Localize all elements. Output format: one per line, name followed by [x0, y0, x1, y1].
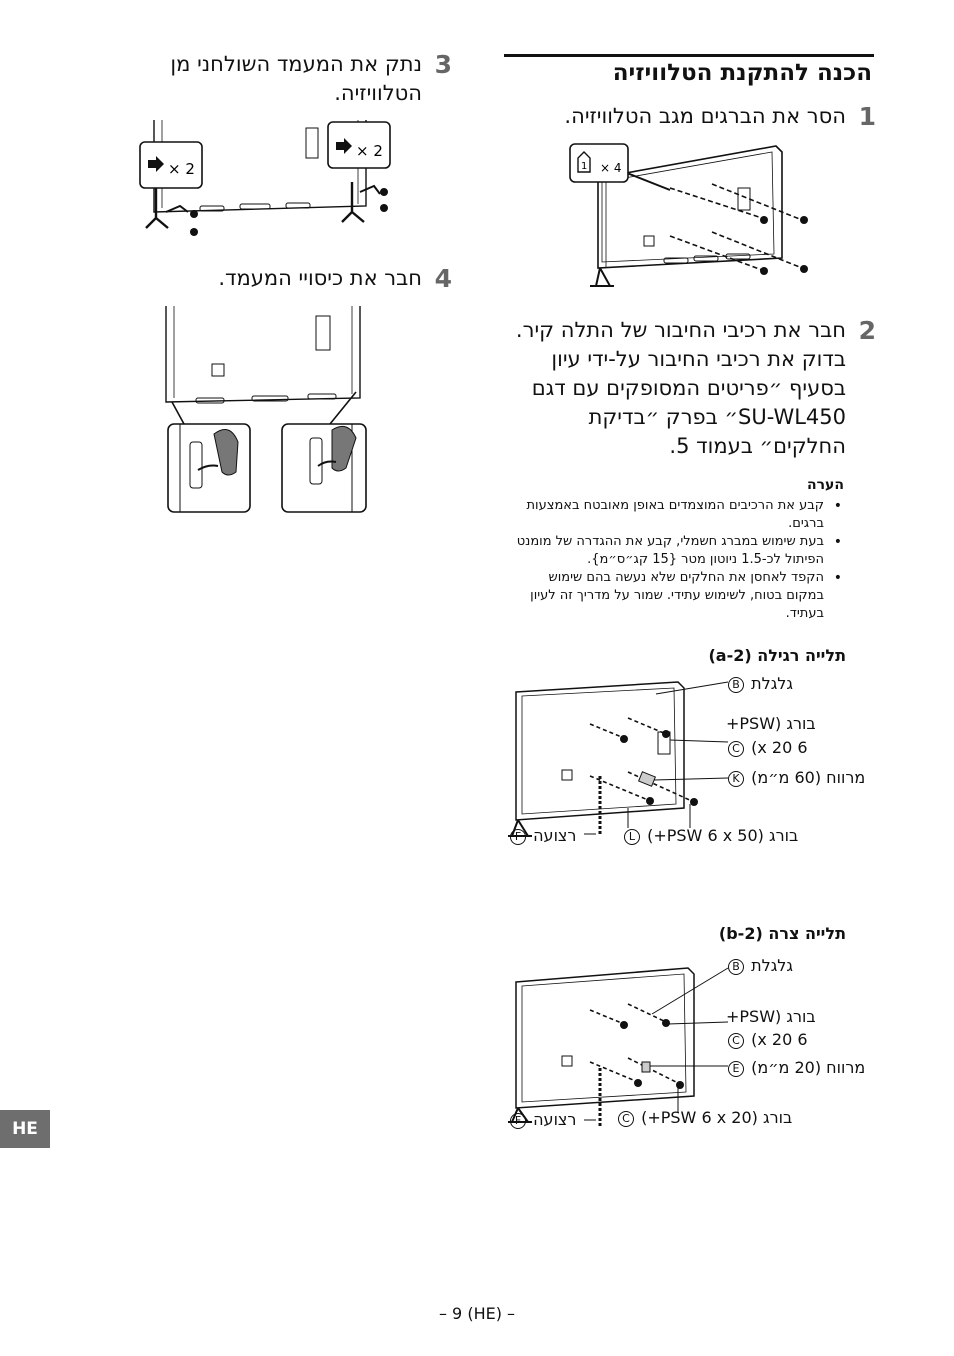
- remove-count-label-right: × 2: [356, 142, 383, 160]
- step-4-diagram: [160, 302, 380, 522]
- diagram-b-illustration: [508, 966, 708, 1126]
- note-item: • קבע את הרכיבים המוצמדים באופן מאובטח באמצעות ברגים.: [516, 497, 846, 533]
- diagram-b-screw-bottom-label: בורג (PSW 6 x 20+) C: [616, 1108, 792, 1127]
- screw-number-label: 1: [581, 161, 588, 172]
- screw-count-label: × 4: [600, 161, 622, 175]
- step-3: [122, 50, 452, 108]
- diagram-a-screw-bottom-id: L: [624, 829, 640, 845]
- page-number: – 9 (HE) –: [438, 1304, 516, 1323]
- step-2-text: חבר את רכיבי החיבור של התלה קיר. בדוק את רכיבי החיבור על-ידי עיון בסעיף ״פריטים המסופקים עם דגם SU-WL450״ בפרק ״בדיקת החלקים״ בעמוד 5.: [515, 318, 846, 458]
- step-4: [122, 264, 452, 293]
- step-3-text: נתק את המעמד השולחני מן הטלוויזיה.: [170, 52, 422, 105]
- step-3-number: 3: [434, 50, 452, 79]
- diagram-a-rope-label: רצועה F: [508, 826, 576, 845]
- diagram-a-pulley-id: B: [728, 677, 744, 693]
- diagram-b-screw-bottom-id: C: [618, 1111, 634, 1127]
- diagram-a-spacer-id: K: [728, 771, 744, 787]
- note-item: • בעת שימוש במברג חשמלי, קבע את ההגדרה של מומנט הפיתול לכ-1.5 ניוטון מטר {15 קג״ס״מ}.: [516, 533, 846, 569]
- remove-count-label-left: × 2: [168, 160, 195, 178]
- note-item: • הקפד לאחסן את החלקים שלא נעשה בהם שימוש במקום בטוח, לשימוש עתידי. שמור על מדריך זה לעיון בעתיד.: [516, 569, 846, 623]
- language-tab: HE: [0, 1110, 50, 1148]
- diagram-b-spacer-label: מרווח (20 מ״מ) E: [726, 1058, 865, 1077]
- diagram-b-rope-id: F: [510, 1113, 526, 1129]
- step-1-number: 1: [858, 102, 876, 131]
- diagram-b-pulley-label: גלגלת B: [726, 956, 793, 975]
- diagram-b-title: תלייה צרה (2-b): [718, 924, 846, 943]
- diagram-a-screw-bottom-label: בורג (PSW 6 x 50+) L: [622, 826, 798, 845]
- note-list: [516, 497, 846, 623]
- step-1-diagram: [566, 140, 816, 290]
- diagram-a-spacer-label: מרווח (60 מ״מ) K: [726, 768, 865, 787]
- step-3-diagram: [136, 116, 396, 246]
- diagram-b-screw-top-label: בורג (PSW+: [726, 1007, 816, 1026]
- diagram-a-illustration: [508, 680, 708, 840]
- step-4-number: 4: [434, 264, 452, 293]
- step-2-number: 2: [858, 316, 876, 345]
- diagram-a-screw-top-label: בורג (PSW+: [726, 714, 816, 733]
- diagram-b-spacer-id: E: [728, 1061, 744, 1077]
- diagram-a-pulley-label: גלגלת B: [726, 674, 793, 693]
- diagram-a-screw-top-size: 6 x 20) C: [726, 738, 808, 757]
- step-1: [516, 102, 876, 131]
- diagram-b-screw-top-id: C: [728, 1033, 744, 1049]
- diagram-a-rope-id: F: [510, 829, 526, 845]
- step-1-text: הסר את הברגים מגב הטלוויזיה.: [564, 104, 846, 128]
- step-4-text: חבר את כיסויי המעמד.: [218, 266, 422, 290]
- section-title: הכנה להתקנת הטלוויזיה: [612, 60, 872, 86]
- diagram-b-rope-label: רצועה F: [508, 1110, 576, 1129]
- diagram-b-pulley-id: B: [728, 959, 744, 975]
- diagram-b-screw-top-size: 6 x 20) C: [726, 1030, 808, 1049]
- diagram-a-screw-top-id: C: [728, 741, 744, 757]
- step-2: [508, 316, 876, 461]
- section-rule: [504, 54, 874, 57]
- note-title: הערה: [807, 477, 844, 493]
- diagram-a-title: תלייה רגילה (2-a): [708, 646, 846, 665]
